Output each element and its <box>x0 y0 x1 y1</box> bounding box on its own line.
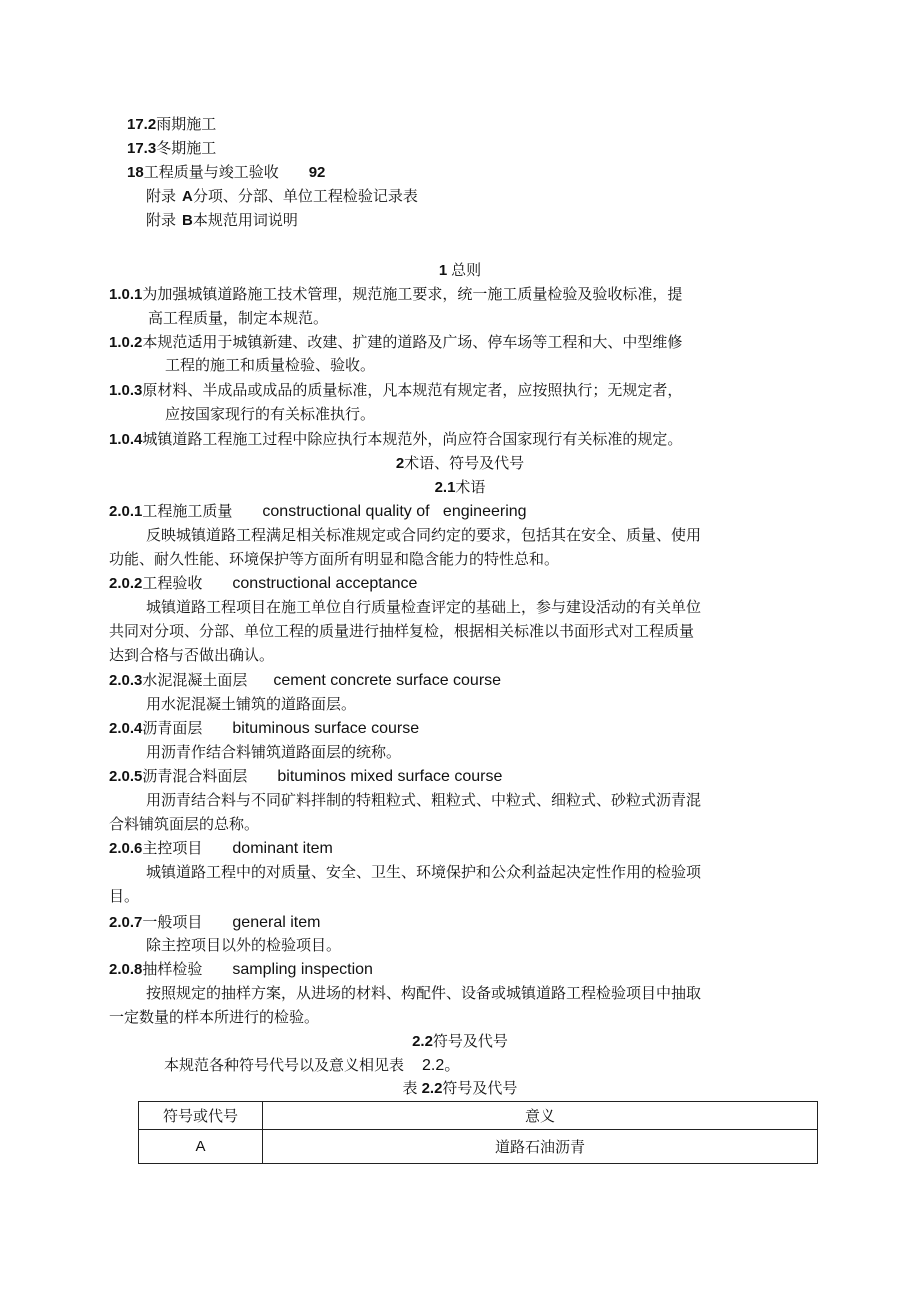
clause: 1.0.2本规范适用于城镇新建、改建、扩建的道路及广场、停车场等工程和大、中型维修 <box>109 333 683 351</box>
term-heading: 2.0.2工程验收 constructional acceptance <box>109 574 418 592</box>
section-heading: 2.1术语 <box>434 478 486 496</box>
term-definition: 达到合格与否做出确认。 <box>109 646 275 664</box>
term-heading: 2.0.7一般项目 general item <box>109 913 321 931</box>
toc-page-number: 92 <box>308 164 326 181</box>
toc-entry[interactable]: 17.3冬期施工 <box>127 139 217 157</box>
clause-continuation: 应按国家现行的有关标准执行。 <box>165 405 376 423</box>
term-definition: 功能、耐久性能、环境保护等方面所有明显和隐含能力的特性总和。 <box>109 550 560 568</box>
section-intro: 本规范各种符号代号以及意义相见表 2.2。 <box>164 1056 461 1074</box>
term-definition: 一定数量的样本所进行的检验。 <box>109 1008 320 1026</box>
table-cell: A <box>139 1130 263 1164</box>
clause: 1.0.3原材料、半成品或成品的质量标准，凡本规范有规定者，应按照执行；无规定者， <box>109 381 683 399</box>
appendix-entry[interactable]: 附录 A分项、分部、单位工程检验记录表 <box>146 187 418 205</box>
term-definition: 除主控项目以外的检验项目。 <box>146 936 342 954</box>
term-heading: 2.0.1工程施工质量 constructional quality of engineering <box>109 502 527 520</box>
term-definition: 城镇道路工程中的对质量、安全、卫生、环境保护和公众利益起决定性作用的检验项 <box>146 863 702 881</box>
table-caption: 表 2.2符号及代号 <box>402 1079 518 1097</box>
toc-entry[interactable]: 18工程质量与竣工验收 92 <box>127 163 326 181</box>
table-header-row <box>139 1102 818 1130</box>
symbol-table <box>138 1101 818 1164</box>
table-header-cell: 意义 <box>263 1102 818 1130</box>
term-heading: 2.0.6主控项目 dominant item <box>109 839 333 857</box>
term-definition: 共同对分项、分部、单位工程的质量进行抽样复检，根据相关标准以书面形式对工程质量 <box>109 622 695 640</box>
term-definition: 合料铺筑面层的总称。 <box>109 815 260 833</box>
term-definition: 用水泥混凝土铺筑的道路面层。 <box>146 695 357 713</box>
chapter-heading: 1 总则 <box>438 261 482 279</box>
table-cell: 道路石油沥青 <box>263 1130 818 1164</box>
toc-entry[interactable]: 17.2雨期施工 <box>127 115 217 133</box>
clause-continuation: 高工程质量，制定本规范。 <box>148 309 329 327</box>
term-definition: 目。 <box>109 887 140 905</box>
chapter-heading: 2术语、符号及代号 <box>395 454 525 472</box>
clause: 1.0.4城镇道路工程施工过程中除应执行本规范外，尚应符合国家现行有关标准的规定。 <box>109 430 683 448</box>
table-row <box>139 1130 818 1164</box>
term-definition: 用沥青结合料与不同矿料拌制的特粗粒式、粗粒式、中粒式、细粒式、砂粒式沥青混 <box>146 791 702 809</box>
clause: 1.0.1为加强城镇道路施工技术管理，规范施工要求，统一施工质量检验及验收标准，提 <box>109 285 683 303</box>
term-definition: 城镇道路工程项目在施工单位自行质量检查评定的基础上，参与建设活动的有关单位 <box>146 598 702 616</box>
term-heading: 2.0.5沥青混合料面层 bituminos mixed surface course <box>109 767 503 785</box>
term-heading: 2.0.8抽样检验 sampling inspection <box>109 960 373 978</box>
clause-continuation: 工程的施工和质量检验、验收。 <box>165 356 376 374</box>
term-definition: 按照规定的抽样方案，从进场的材料、构配件、设备或城镇道路工程检验项目中抽取 <box>146 984 702 1002</box>
term-heading: 2.0.4沥青面层 bituminous surface course <box>109 719 420 737</box>
section-heading: 2.2符号及代号 <box>412 1032 508 1050</box>
appendix-entry[interactable]: 附录 B本规范用词说明 <box>146 211 298 229</box>
term-definition: 反映城镇道路工程满足相关标准规定或合同约定的要求，包括其在安全、质量、使用 <box>146 526 702 544</box>
table-header-cell: 符号或代号 <box>139 1102 263 1130</box>
term-heading: 2.0.3水泥混凝土面层 cement concrete surface course <box>109 671 502 689</box>
term-definition: 用沥青作结合料铺筑道路面层的统称。 <box>146 743 402 761</box>
